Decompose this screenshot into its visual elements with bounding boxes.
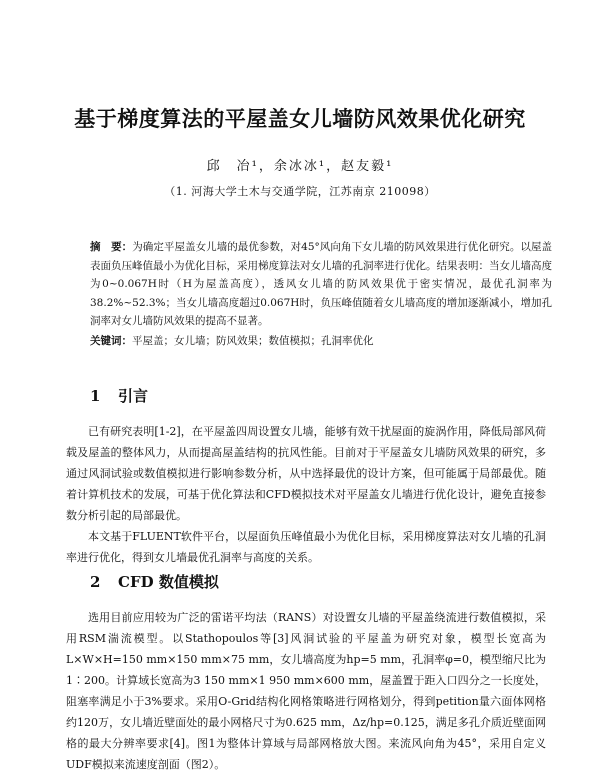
paper-authors: 邱 冶¹，余冰冰¹，赵友毅¹ xyxy=(206,159,394,174)
keywords-paragraph xyxy=(90,332,552,351)
body-paragraph: 本文基于FLUENT软件平台，以屋面负压峰值最小为优化目标，采用梯度算法对女儿墙的孔洞率进行优化，得到女儿墙最优孔洞率与高度的关系。 xyxy=(66,530,546,564)
keywords-text: 平屋盖；女儿墙；防风效果；数值模拟；孔洞率优化 xyxy=(132,334,374,347)
paper-title: 基于梯度算法的平屋盖女儿墙防风效果优化研究 xyxy=(74,106,526,131)
abstract-block xyxy=(90,238,552,351)
abstract-text: 为确定平屋盖女儿墙的最优参数，对45°风向角下女儿墙的防风效果进行优化研究。以屋盖表面负压峰值最小为优化目标，采用梯度算法对女儿墙的孔洞率进行优化。结果表明：当女儿墙高度为0~0.067H时（H为屋盖高度），透风女儿墙的防风效果优于密实情况，最优孔洞率为38.2%~52.3%；当女儿墙高度超过0.067H时，负压峰值随着女儿墙高度的增加逐渐减小，增加孔洞率对女儿墙防风效果的提高不显著。 xyxy=(90,241,553,328)
section-body-intro xyxy=(66,421,546,568)
paper-affiliation: （1. 河海大学土木与交通学院，江苏南京 210098） xyxy=(164,185,436,198)
section-number: 2 xyxy=(90,573,101,591)
section-body-cfd xyxy=(66,607,546,775)
section-number: 1 xyxy=(90,387,101,405)
abstract-paragraph xyxy=(90,238,552,331)
section-title: 引言 xyxy=(118,387,149,405)
keywords-label: 关键词： xyxy=(90,334,132,347)
abstract-label: 摘 要： xyxy=(90,241,133,253)
section-heading-intro xyxy=(90,385,148,406)
section-title: CFD 数值模拟 xyxy=(118,573,219,591)
body-paragraph: 选用目前应用较为广泛的雷诺平均法（RANS）对设置女儿墙的平屋盖绕流进行数值模拟，采用RSM湍流模型。以Stathopoulos等[3]风洞试验的平屋盖为研究对象，模型长宽高为L×W×H=150 mm×150 mm×75 mm，女儿墙高度为hp=5 mm，孔洞率φ=0，模型缩尺比为1∶200。计算域长宽高为3 150 mm×1 950 mm×600 mm，屋盖置于距入口四分之一长度处，阻塞率满足小于3%要求。采用O-Grid结构化网格策略进行网格划分，得到petition量六面体网格约120万，女儿墙近壁面处的最小网格尺寸为0.625 mm，Δz/hp=0.125，满足多孔介质近壁面网格的最大分辨率要求[4]。图1为整体计算域与局部网格放大图。来流风向角为45°，采用自定义UDF模拟来流速度剖面（图2）。 xyxy=(66,611,546,771)
body-paragraph: 已有研究表明[1-2]，在平屋盖四周设置女儿墙，能够有效干扰屋面的旋涡作用，降低局部风荷载及屋盖的整体风力，从而提高屋盖结构的抗风性能。目前对于平屋盖女儿墙防风效果的研究，多通过风洞试验或数值模拟进行影响参数分析，从中选择最优的设计方案，但可能属于局部最优。随着计算机技术的发展，可基于优化算法和CFD模拟技术对平屋盖女儿墙进行优化设计，避免直接参数分析引起的局部最优。 xyxy=(66,425,546,522)
section-heading-cfd xyxy=(90,571,219,592)
